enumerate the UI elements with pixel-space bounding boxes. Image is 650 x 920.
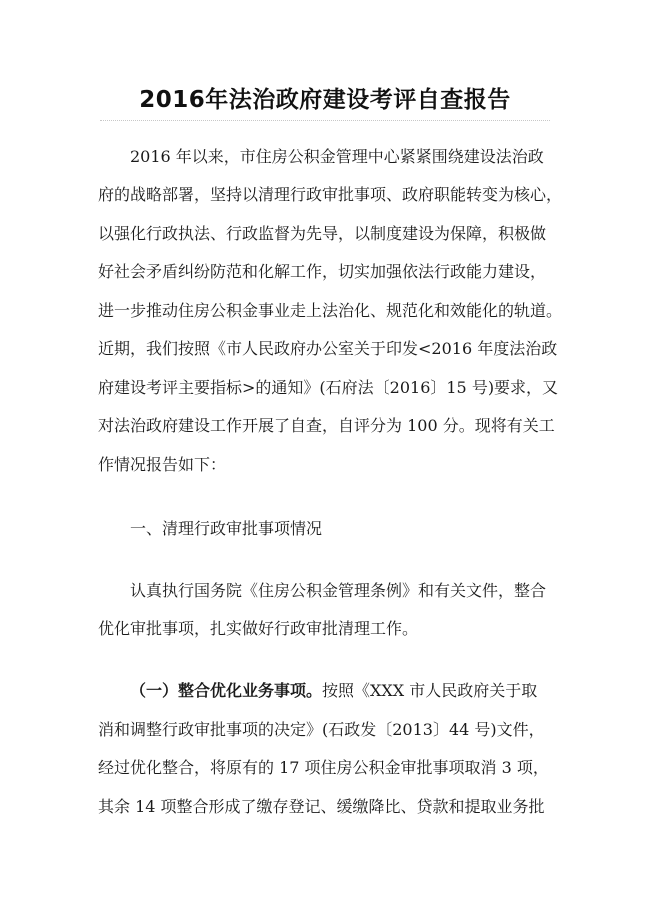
subsection-line: 消和调整行政审批事项的决定》(石政发〔2013〕44 号)文件， xyxy=(98,720,545,739)
intro-line: 以强化行政执法、行政监督为先导，以制度建设为保障，积极做 xyxy=(98,224,547,243)
subsection-line: 经过优化整合，将原有的 17 项住房公积金审批事项取消 3 项， xyxy=(98,758,549,777)
subsection-label: （一）整合优化业务事项。 xyxy=(130,681,323,700)
intro-line: 作情况报告如下： xyxy=(98,455,227,474)
subsection-text: 按照《XXX 市人民政府关于取 xyxy=(322,681,538,700)
title-divider xyxy=(100,120,550,121)
subsection-line: 其余 14 项整合形成了缴存登记、缓缴降比、贷款和提取业务批 xyxy=(98,797,545,816)
intro-line: 好社会矛盾纠纷防范和化解工作，切实加强依法行政能力建设， xyxy=(98,262,547,281)
intro-line: 2016 年以来，市住房公积金管理中心紧紧围绕建设法治政 xyxy=(130,147,544,166)
intro-line: 近期，我们按照《市人民政府办公室关于印发<2016 年度法治政 xyxy=(98,339,558,358)
section-heading: 一、清理行政审批事项情况 xyxy=(130,519,323,538)
section-paragraph-line: 优化审批事项，扎实做好行政审批清理工作。 xyxy=(98,619,419,638)
intro-line: 进一步推动住房公积金事业走上法治化、规范化和效能化的轨道。 xyxy=(98,301,563,320)
intro-line: 府的战略部署，坚持以清理行政审批事项、政府职能转变为核心， xyxy=(98,185,563,204)
intro-line: 对法治政府建设工作开展了自查，自评分为 100 分。现将有关工 xyxy=(98,416,555,435)
intro-line: 府建设考评主要指标>的通知》(石府法〔2016〕15 号)要求，又 xyxy=(98,378,559,397)
document-title: 2016年法治政府建设考评自查报告 xyxy=(139,87,511,113)
subsection-first-line xyxy=(130,680,537,702)
section-paragraph-line: 认真执行国务院《住房公积金管理条例》和有关文件，整合 xyxy=(130,581,547,600)
